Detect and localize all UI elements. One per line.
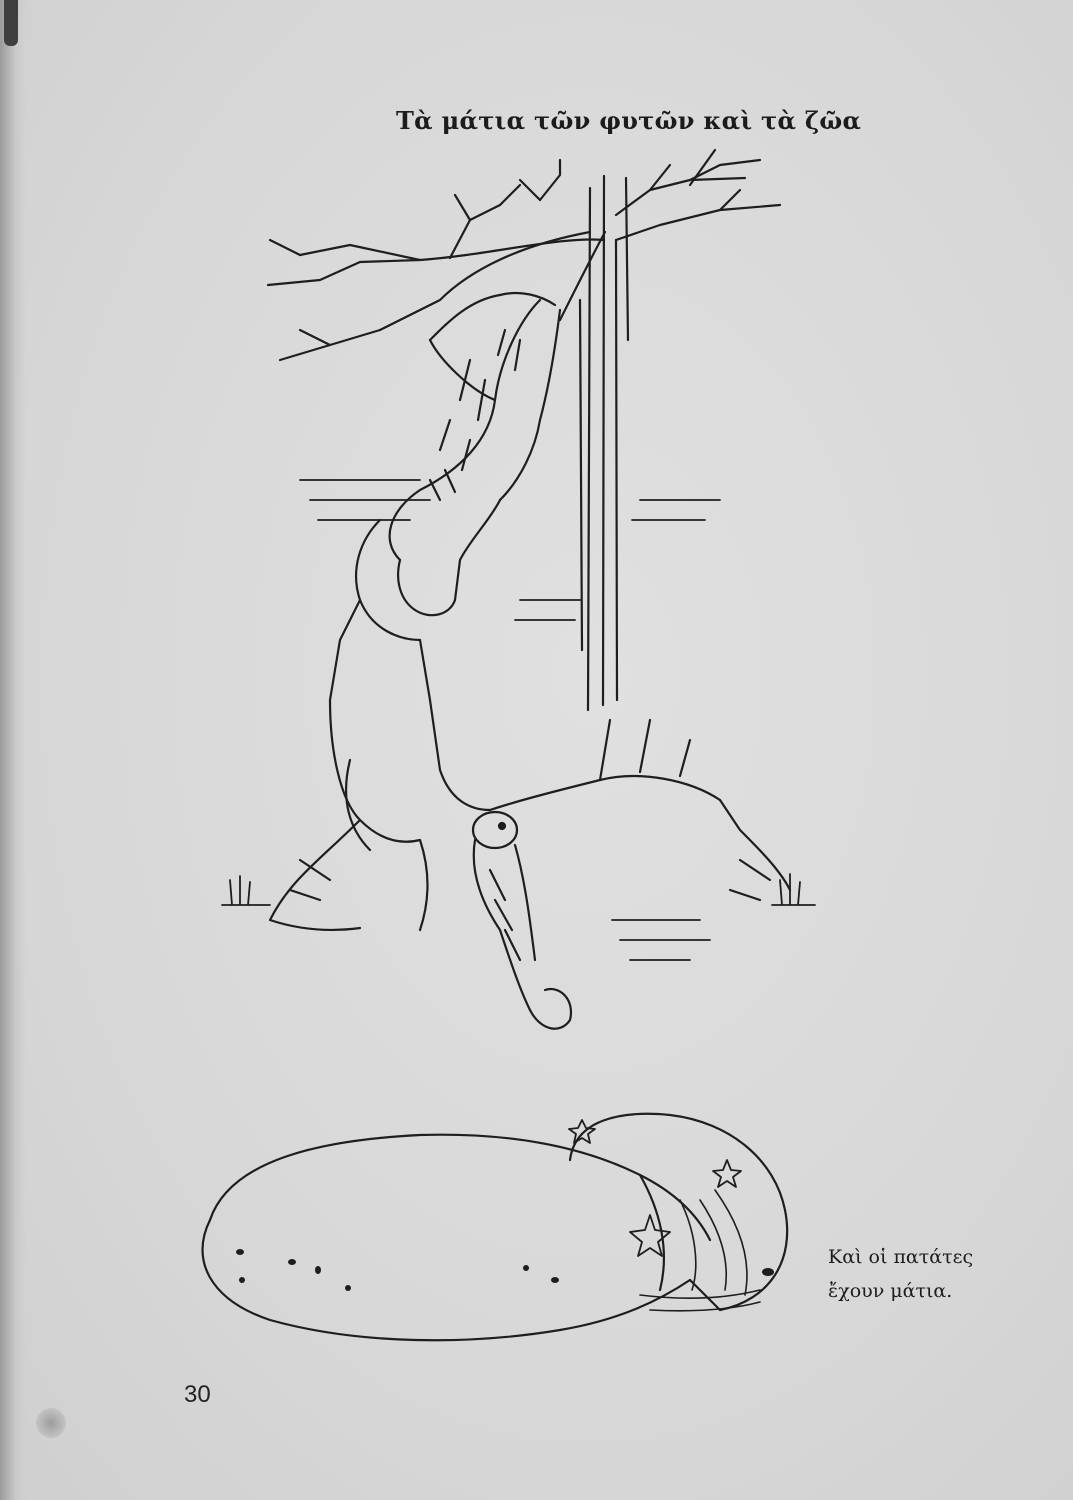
- caption-line-2: ἔχουν μάτια.: [828, 1280, 953, 1302]
- potatoes: [203, 1114, 788, 1340]
- illustration-caption: [828, 1240, 973, 1308]
- page-number: 30: [184, 1381, 211, 1408]
- tree-stump: [270, 700, 790, 930]
- squirrel: [330, 293, 560, 700]
- tree-trunk: [580, 176, 628, 710]
- tree-branches: [268, 150, 780, 360]
- grass-tufts: [222, 480, 815, 960]
- caption-line-1: Καὶ οἱ πατάτες: [828, 1246, 974, 1268]
- squirrel-on-stump: [473, 812, 571, 1029]
- page-title: Τὰ μάτια τῶν φυτῶν καὶ τὰ ζῶα: [396, 106, 862, 135]
